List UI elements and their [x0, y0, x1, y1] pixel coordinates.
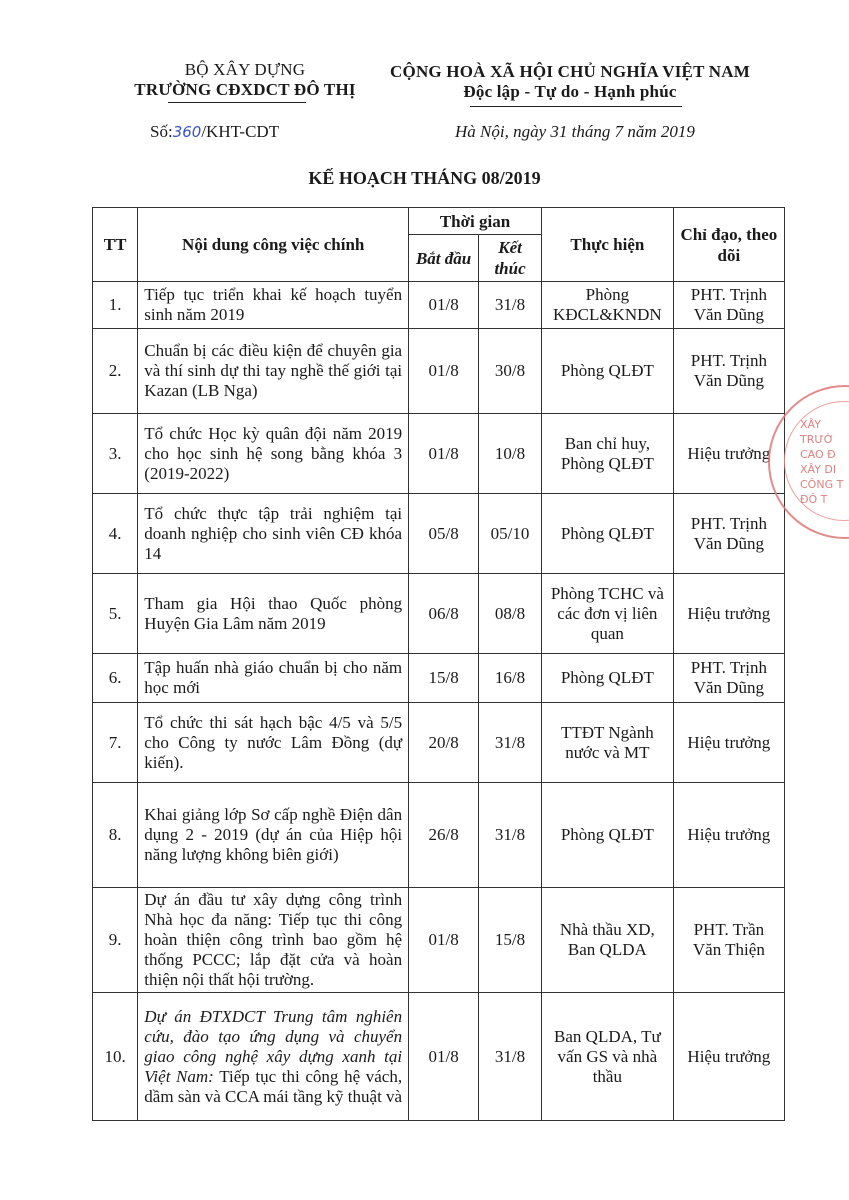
- row-tt: 10.: [93, 993, 138, 1121]
- seal-line: TRƯỜ: [800, 433, 834, 446]
- row-executor: Phòng QLĐT: [541, 494, 673, 574]
- row-end: 08/8: [479, 574, 542, 654]
- row-supervisor: Hiệu trưởng: [673, 783, 784, 888]
- row-supervisor: PHT. Trịnh Văn Dũng: [673, 329, 784, 414]
- doc-no-handwritten: 360: [172, 123, 202, 141]
- seal-line: ĐÔ T: [800, 493, 828, 506]
- row-tt: 9.: [93, 888, 138, 993]
- row-content: Tổ chức thi sát hạch bậc 4/5 và 5/5 cho Công ty nước Lâm Đồng (dự kiến).: [138, 703, 409, 783]
- row-content: Tham gia Hội thao Quốc phòng Huyện Gia Lâm năm 2019: [138, 574, 409, 654]
- document-number: [150, 122, 279, 142]
- row-tt: 1.: [93, 282, 138, 329]
- ministry-name: BỘ XÂY DỰNG: [184, 60, 306, 79]
- row-supervisor: Hiệu trưởng: [673, 414, 784, 494]
- row-start: 01/8: [409, 993, 479, 1121]
- seal-text: [800, 417, 849, 507]
- row-supervisor: PHT. Trịnh Văn Dũng: [673, 494, 784, 574]
- motto-underline: [470, 106, 682, 107]
- row-content-italic: Dự án ĐTXDCT Trung tâm nghiên cứu, đào tạo ứng dụng và chuyển giao công nghệ xây dựng xanh tại Việt Nam:: [144, 1006, 403, 1086]
- row-tt: 6.: [93, 654, 138, 703]
- row-executor: Phòng KĐCL&KNDN: [541, 282, 673, 329]
- header-executor: Thực hiện: [541, 208, 673, 282]
- row-end: 31/8: [479, 703, 542, 783]
- school-underline: [168, 102, 306, 103]
- table-row: [93, 574, 785, 654]
- header-time: Thời gian: [409, 208, 542, 235]
- school-name: TRƯỜNG CĐXDCT ĐÔ THỊ: [134, 80, 356, 99]
- row-content: Chuẩn bị các điều kiện để chuyên gia và thí sinh dự thi tay nghề thế giới tại Kazan (LB Nga): [138, 329, 409, 414]
- table-row: [93, 888, 785, 993]
- table-row: [93, 414, 785, 494]
- country-name: CỘNG HOÀ XÃ HỘI CHỦ NGHĨA VIỆT NAM: [390, 62, 750, 81]
- table-row: [93, 494, 785, 574]
- row-content-plain: Tiếp tục thi công hệ vách, dầm sàn và CCA mái tầng kỹ thuật và: [144, 1066, 403, 1106]
- row-executor: Ban QLDA, Tư vấn GS và nhà thầu: [541, 993, 673, 1121]
- row-content: Dự án đầu tư xây dựng công trình Nhà học đa năng: Tiếp tục thi công hoàn thiện công trình bao gồm hệ thống PCCC; lắp đặt cửa và hoàn thiện nội thất hội trường.: [138, 888, 409, 993]
- row-executor: Phòng QLĐT: [541, 654, 673, 703]
- row-content: Tập huấn nhà giáo chuẩn bị cho năm học mới: [138, 654, 409, 703]
- table-row: [93, 703, 785, 783]
- row-executor: TTĐT Ngành nước và MT: [541, 703, 673, 783]
- row-start: 15/8: [409, 654, 479, 703]
- row-tt: 2.: [93, 329, 138, 414]
- header-tt: TT: [93, 208, 138, 282]
- seal-line: XÂY: [800, 418, 821, 431]
- row-tt: 4.: [93, 494, 138, 574]
- row-start: 01/8: [409, 282, 479, 329]
- row-supervisor: PHT. Trịnh Văn Dũng: [673, 282, 784, 329]
- document-title: KẾ HOẠCH THÁNG 08/2019: [308, 168, 541, 188]
- header-supervisor: Chỉ đạo, theo dõi: [673, 208, 784, 282]
- row-end: 16/8: [479, 654, 542, 703]
- doc-no-prefix: Số:: [150, 122, 173, 141]
- row-end: 10/8: [479, 414, 542, 494]
- row-start: 01/8: [409, 329, 479, 414]
- motto: Độc lập - Tự do - Hạnh phúc: [463, 82, 677, 101]
- row-tt: 8.: [93, 783, 138, 888]
- row-end: 31/8: [479, 993, 542, 1121]
- row-content: Tổ chức Học kỳ quân đội năm 2019 cho học sinh hệ song bằng khóa 3 (2019-2022): [138, 414, 409, 494]
- row-tt: 3.: [93, 414, 138, 494]
- row-start: 06/8: [409, 574, 479, 654]
- row-start: 05/8: [409, 494, 479, 574]
- row-start: 01/8: [409, 888, 479, 993]
- issuer-block: [100, 60, 390, 100]
- row-content: Tổ chức thực tập trải nghiệm tại doanh nghiệp cho sinh viên CĐ khóa 14: [138, 494, 409, 574]
- row-supervisor: Hiệu trưởng: [673, 574, 784, 654]
- row-content: Tiếp tục triển khai kế hoạch tuyển sinh năm 2019: [138, 282, 409, 329]
- row-supervisor: PHT. Trịnh Văn Dũng: [673, 654, 784, 703]
- row-end: 15/8: [479, 888, 542, 993]
- table-row: [93, 282, 785, 329]
- row-end: 31/8: [479, 282, 542, 329]
- row-end: 05/10: [479, 494, 542, 574]
- plan-table: [92, 207, 785, 1121]
- table-row: [93, 329, 785, 414]
- row-end: 30/8: [479, 329, 542, 414]
- header-content: Nội dung công việc chính: [138, 208, 409, 282]
- row-supervisor: Hiệu trưởng: [673, 993, 784, 1121]
- row-start: 01/8: [409, 414, 479, 494]
- row-executor: Ban chỉ huy, Phòng QLĐT: [541, 414, 673, 494]
- row-content: [138, 993, 409, 1121]
- header-end: Kết thúc: [479, 235, 542, 282]
- header-start: Bắt đầu: [409, 235, 479, 282]
- seal-line: CÔNG T: [800, 478, 844, 491]
- seal-line: XÂY DI: [800, 463, 837, 476]
- row-start: 26/8: [409, 783, 479, 888]
- seal-line: CAO Đ: [800, 448, 836, 461]
- row-supervisor: PHT. Trần Văn Thiện: [673, 888, 784, 993]
- table-row: [93, 654, 785, 703]
- doc-no-suffix: /KHT-CDT: [201, 122, 280, 141]
- row-tt: 5.: [93, 574, 138, 654]
- date-line: Hà Nội, ngày 31 tháng 7 năm 2019: [455, 122, 695, 141]
- row-executor: Phòng TCHC và các đơn vị liên quan: [541, 574, 673, 654]
- row-tt: 7.: [93, 703, 138, 783]
- row-supervisor: Hiệu trưởng: [673, 703, 784, 783]
- national-heading: [365, 62, 775, 102]
- row-start: 20/8: [409, 703, 479, 783]
- table-row: [93, 993, 785, 1121]
- row-executor: Phòng QLĐT: [541, 783, 673, 888]
- row-end: 31/8: [479, 783, 542, 888]
- table-row: [93, 783, 785, 888]
- row-content: Khai giảng lớp Sơ cấp nghề Điện dân dụng 2 - 2019 (dự án của Hiệp hội năng lượng không biên giới): [138, 783, 409, 888]
- row-executor: Nhà thầu XD, Ban QLDA: [541, 888, 673, 993]
- row-executor: Phòng QLĐT: [541, 329, 673, 414]
